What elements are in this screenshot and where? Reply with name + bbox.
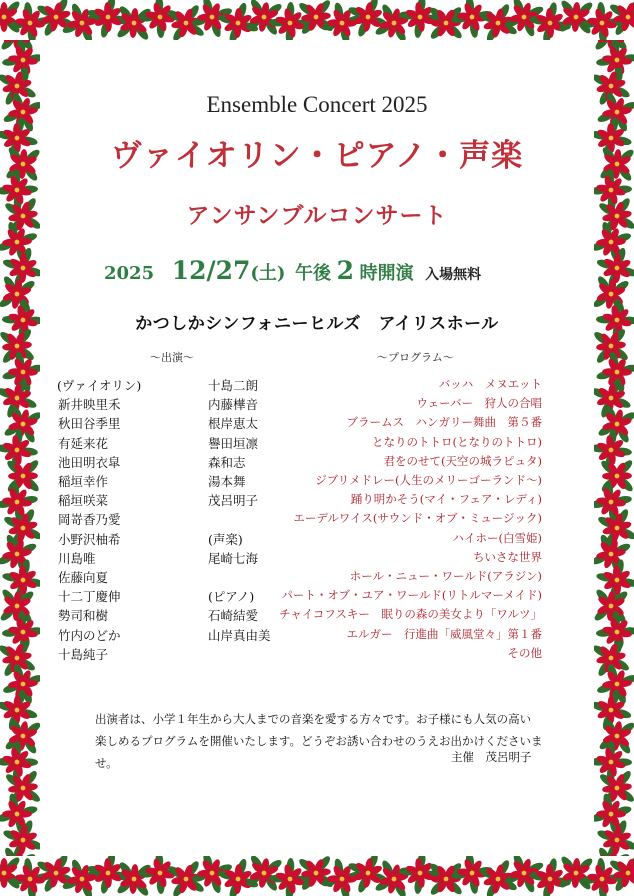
flyer-content [40, 40, 594, 856]
performer-name-left: 新井映里禾 [58, 397, 121, 413]
event-month-day: 12/27 [171, 256, 251, 285]
notice-line-1: 出演者は、小学１年生から大人までの音楽を愛する方々です。お子様にも人気の高い [95, 712, 532, 726]
event-weekday: (土) [250, 263, 286, 284]
performer-name-left: 十二丁慶伸 [58, 589, 121, 605]
program-item: ウェーバー 狩人の合唱 [416, 396, 542, 411]
english-title: Ensemble Concert 2025 [206, 92, 428, 117]
poinsettia-border-bottom [0, 856, 634, 896]
performer-name-left: (ヴァイオリン) [57, 378, 142, 393]
main-title: ヴァイオリン・ピアノ・声楽 [110, 138, 524, 174]
performer-name-left: 稲垣咲菜 [58, 493, 109, 509]
performer-name-left: 小野沢柚希 [58, 531, 121, 547]
program-item: ジブリメドレー(人生のメリーゴーランド～) [315, 473, 542, 487]
performer-name-right: 石崎結愛 [208, 608, 259, 624]
performer-name-left: 竹内のどか [58, 627, 121, 643]
program-item: ブラームス ハンガリー舞曲 第５番 [346, 415, 542, 430]
program-item: バッハ メヌエット [438, 377, 542, 391]
program-item: ちいさな世界 [473, 549, 542, 564]
program-item: ホール・ニュー・ワールド(アラジン) [349, 569, 542, 583]
poinsettia-border-right [594, 40, 634, 856]
performer-name-left: 佐藤向夏 [58, 570, 109, 585]
program-item: パート・オブ・ユア・ワールド(リトルマーメイド) [281, 588, 542, 603]
performer-name-left: 池田明衣皐 [58, 454, 121, 470]
performer-name-left: 勢司和樹 [58, 608, 109, 624]
program-item: エーデルワイス(サウンド・オブ・ミュージック) [293, 511, 542, 526]
performer-name-right: 尾崎七海 [208, 550, 259, 566]
performer-name-left: 岡嵜香乃愛 [58, 512, 121, 528]
program-item: ハイホー(白雪姫) [452, 530, 542, 545]
notice-line-2: 楽しめるプログラムを開催いたします。どうぞお誘い合わせのうえお出かけくださいませ。 [95, 734, 543, 770]
performer-name-right: (声楽) [208, 531, 243, 547]
admission-free: 入場無料 [425, 267, 482, 283]
event-datetime [104, 256, 481, 285]
event-opening: 時開演 [359, 263, 414, 284]
venue: かつしかシンフォニーヒルズ アイリスホール [135, 314, 499, 334]
program-item: となりのトトロ(となりのトトロ) [372, 434, 542, 449]
performer-name-right: 湯本舞 [208, 474, 246, 489]
performer-name-left: 稲垣幸作 [58, 474, 109, 489]
event-year: 2025 [104, 263, 155, 284]
program-item: 踊り明かそう(マイ・フェア・レディ) [350, 492, 542, 507]
performer-name-right: 十島二朗 [208, 378, 259, 393]
event-hour: 2 [336, 256, 355, 285]
performer-name-right: (ピアノ) [208, 589, 255, 605]
subtitle: アンサンブルコンサート [186, 202, 448, 229]
event-afternoon: 午後 [295, 263, 332, 284]
performer-name-left: 秋田谷季里 [58, 416, 121, 432]
performer-name-right: 森和志 [208, 454, 246, 470]
poinsettia-border-top [0, 0, 634, 40]
program-item: その他 [507, 645, 542, 660]
program-item: 君をのせて(天空の城ラピュタ) [383, 453, 542, 468]
performer-name-right: 内藤樺音 [208, 397, 259, 413]
program-item: チャイコフスキー 眠りの森の美女より「ワルツ」 [279, 607, 542, 622]
performer-name-left: 十島純子 [58, 646, 109, 662]
performer-name-right: 根岸恵太 [208, 416, 259, 432]
performer-name-left: 川島唯 [58, 550, 96, 566]
program-item: エルガー 行進曲「威風堂々」第１番 [346, 626, 542, 641]
poinsettia-border-left [0, 40, 40, 856]
program-header: ～プログラム～ [377, 351, 454, 364]
organizer: 主催 茂呂明子 [451, 750, 532, 764]
performers-header: ～出演～ [150, 351, 194, 364]
performer-name-left: 有延来花 [58, 435, 109, 451]
performer-name-right: 山岸真由美 [208, 627, 271, 643]
performer-name-right: 茂呂明子 [208, 493, 259, 509]
performer-name-right: 譽田垣凛 [208, 435, 259, 451]
